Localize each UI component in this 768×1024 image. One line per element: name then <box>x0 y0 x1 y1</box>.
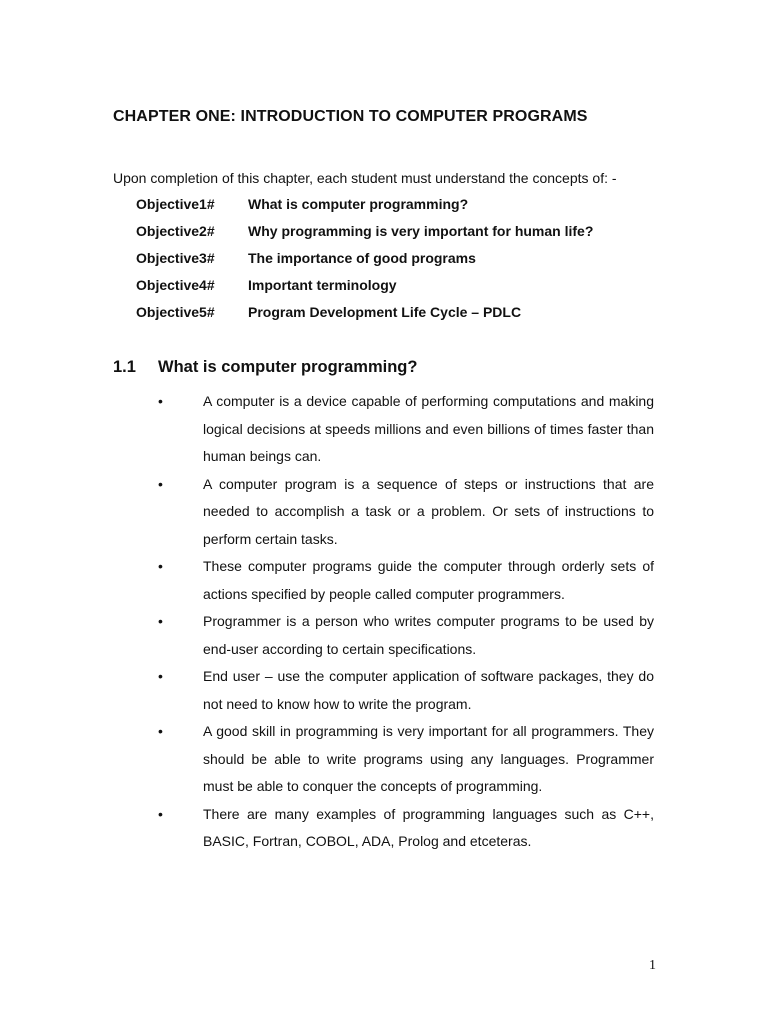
bullet-icon: • <box>158 668 163 684</box>
objectives-list <box>136 196 593 331</box>
objective-text: Why programming is very important for human life? <box>248 223 594 239</box>
page-number: 1 <box>649 958 656 973</box>
bullet-text: A computer program is a sequence of steps or instructions that are needed to accomplish a task or a problem. Or sets of instructions to perform certain tasks. <box>203 475 654 547</box>
bullet-list <box>158 388 654 856</box>
objective-item <box>136 304 593 331</box>
section-title: What is computer programming? <box>158 358 418 376</box>
bullet-text: These computer programs guide the computer through orderly sets of actions specified by people called computer programmers. <box>203 558 654 602</box>
objective-item <box>136 250 593 277</box>
objective-item <box>136 277 593 304</box>
objective-text: Program Development Life Cycle – PDLC <box>248 304 522 320</box>
objective-label: Objective4# <box>136 277 215 293</box>
objective-item <box>136 223 593 250</box>
list-item <box>158 663 654 718</box>
bullet-icon: • <box>158 558 163 574</box>
list-item <box>158 801 654 856</box>
list-item <box>158 608 654 663</box>
bullet-icon: • <box>158 393 163 409</box>
objective-item <box>136 196 593 223</box>
list-item <box>158 388 654 471</box>
bullet-text: A good skill in programming is very important for all programmers. They should be able to write programs using any languages. Programmer must be able to conquer the concepts of programming. <box>203 723 654 794</box>
section-heading <box>113 358 417 377</box>
list-item <box>158 718 654 801</box>
bullet-icon: • <box>158 805 163 822</box>
bullet-icon: • <box>158 613 163 629</box>
objective-label: Objective5# <box>136 304 215 320</box>
bullet-icon: • <box>158 475 163 492</box>
list-item <box>158 553 654 608</box>
intro-text: Upon completion of this chapter, each student must understand the concepts of: - <box>113 170 617 186</box>
bullet-text: Programmer is a person who writes computer programs to be used by end-user according to certain specifications. <box>203 613 654 657</box>
objective-label: Objective1# <box>136 196 215 212</box>
bullet-text: End user – use the computer application of software packages, they do not need to know how to write the program. <box>203 668 654 712</box>
objective-label: Objective3# <box>136 250 215 266</box>
section-number: 1.1 <box>113 358 136 376</box>
objective-text: The importance of good programs <box>248 250 476 266</box>
list-item <box>158 471 654 554</box>
chapter-title: CHAPTER ONE: INTRODUCTION TO COMPUTER PROGRAMS <box>113 108 588 125</box>
objective-label: Objective2# <box>136 223 215 239</box>
bullet-text: A computer is a device capable of performing computations and making logical decisions at speeds millions and even billions of times faster than human beings can. <box>203 393 654 464</box>
objective-text: What is computer programming? <box>248 196 469 212</box>
bullet-text: There are many examples of programming languages such as C++, BASIC, Fortran, COBOL, ADA, Prolog and etceteras. <box>203 805 654 849</box>
objective-text: Important terminology <box>248 277 397 293</box>
bullet-icon: • <box>158 723 163 739</box>
